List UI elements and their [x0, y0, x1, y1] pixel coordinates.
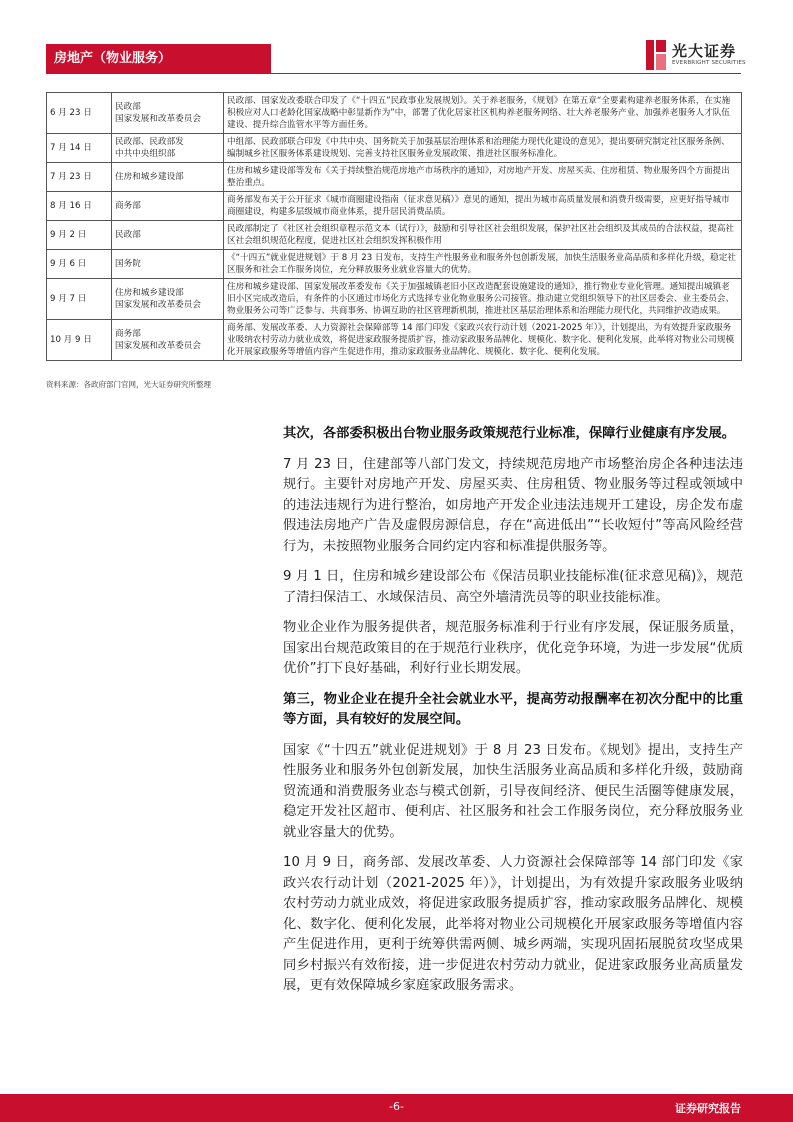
body-paragraph: 7 月 23 日，住建部等八部门发文，持续规范房地产市场整治房企各种违法违规行。主要针对房地产开发、房屋买卖、住房租赁、物业服务等过程或领域中的违法违规行为进行整治，如房地产开发企业违法违规开工建设，房企发布虚假违法房地产广告及虚假房源信息，存在“高进低出”“长收短付”等高风险经营行为，未按照物业服务合同约定内容和标准提供服务等。 — [283, 456, 743, 554]
row-content: 商务部发布关于公开征求《城市商圈建设指南（征求意见稿）》意见的通知，提出为城市高质量发展和消费升级需要，应更好指导城市商圈建设，构建多层级城市商业体系，提升居民消费品质。 — [224, 192, 742, 221]
row-department — [112, 279, 224, 320]
row-department — [112, 320, 224, 361]
section-heading-paragraph: 第三，物业企业在提升全社会就业水平，提高劳动报酬率在初次分配中的比重等方面，具有较好的发展空间。 — [283, 691, 743, 727]
body-paragraph: 物业企业作为服务提供者，规范服务标准利于行业有序发展，保证服务质量，国家出台规范政策目的在于规范行业秩序，优化竞争环境，为进一步发展“优质优价”打下良好基础，利好行业长期发展。 — [283, 620, 743, 676]
row-date: 10 月 9 日 — [47, 320, 112, 361]
department-name: 民政部 — [115, 230, 141, 240]
department-name: 中共中央组织部 — [115, 149, 176, 159]
department-name: 民政部、民政部发 — [115, 137, 184, 147]
department-name: 国家发展和改革委员会 — [115, 300, 201, 310]
page-number: -6- — [389, 1100, 404, 1113]
logo-text-en: EVERBRIGHT SECURITIES — [672, 60, 746, 66]
row-date: 8 月 16 日 — [47, 192, 112, 221]
department-name: 国家发展和改革委员会 — [115, 114, 201, 124]
everbright-logo-icon — [644, 40, 668, 70]
table-row — [47, 320, 742, 361]
row-department — [112, 192, 224, 221]
table-row — [47, 93, 742, 134]
department-name: 国务院 — [115, 259, 141, 269]
section-heading-paragraph: 其次，各部委积极出台物业服务政策规范行业标准，保障行业健康有序发展。 — [283, 426, 736, 441]
department-name: 住房和城乡建设部 — [115, 172, 184, 182]
table-row — [47, 250, 742, 279]
department-name: 商务部 — [115, 201, 141, 211]
row-department — [112, 221, 224, 250]
table-row — [47, 221, 742, 250]
table-row — [47, 163, 742, 192]
logo-text-cn: 光大证券 — [672, 42, 737, 60]
row-department — [112, 93, 224, 134]
policy-table — [46, 92, 742, 361]
row-date: 9 月 6 日 — [47, 250, 112, 279]
row-date: 6 月 23 日 — [47, 93, 112, 134]
row-content: 中组部、民政部联合印发《中共中央、国务院关于加强基层治理体系和治理能力现代化建设的意见》，提出要研究制定社区服务条例、编制城乡社区服务体系建设规划、完善支持社区服务业发展政策、推进社区服务标准化。 — [224, 134, 742, 163]
row-content: 住房和城乡建设部、国家发展改革委发布《关于加强城镇老旧小区改造配套设施建设的通知》，推行物业专业化管理。通知提出城镇老旧小区完成改造后，有条件的小区通过市场化方式选择专业化物业服务公司接管。推动建立党组织领导下的社区居委会、业主委员会、物业服务公司等广泛参与、共商事务、协调互助的社区管理新机制，推进社区基层治理体系和治理能力现代化，共同维护改造成果。 — [224, 279, 742, 320]
row-content: 商务部、发展改革委、人力资源社会保障部等 14 部门印发《家政兴农行动计划（2021-2025 年）》，计划提出，为有效提升家政服务业吸纳农村劳动力就业成效，将促进家政服务提质扩容，推动家政服务品牌化、规模化、数字化、便利化发展，此举将对物业公司规模化开展家政服务等增值内容产生促进作用，推动家政服务业品牌化、规模化、数字化、便利化发展。 — [224, 320, 742, 361]
row-date: 9 月 2 日 — [47, 221, 112, 250]
table-row — [47, 192, 742, 221]
table-row — [47, 279, 742, 320]
row-department — [112, 163, 224, 192]
row-date: 7 月 14 日 — [47, 134, 112, 163]
row-department — [112, 134, 224, 163]
table-source: 资料来源：各政府部门官网，光大证券研究所整理 — [46, 380, 211, 389]
section-title: 房地产（物业服务） — [54, 51, 172, 66]
department-name: 国家发展和改革委员会 — [115, 341, 201, 351]
row-content: 民政部、国家发改委联合印发了《“十四五”民政事业发展规划》。关于养老服务，《规划》在第五章“全要素构建养老服务体系，在实施积极应对人口老龄化国家战略中彰显新作为”中，部署了优化居家社区机构养老服务网络、壮大养老服务产业、加强养老服务人才队伍建设、提升综合监管水平等方面任务。 — [224, 93, 742, 134]
department-name: 住房和城乡建设部 — [115, 288, 184, 298]
department-name: 民政部 — [115, 102, 141, 112]
table-row — [47, 134, 742, 163]
body-paragraph: 10 月 9 日，商务部、发展改革委、人力资源社会保障部等 14 部门印发《家政兴农行动计划（2021-2025 年）》，计划提出，为有效提升家政服务业吸纳农村劳动力就业成效，将促进家政服务提质扩容，推动家政服务品牌化、规模化、数字化、便利化发展，此举将对物业公司规模化开展家政服务等增值内容产生促进作用，更利于统筹供需两侧、城乡两端，实现巩固拓展脱贫攻坚成果同乡村振兴有效衔接，进一步促进农村劳动力就业，促进家政服务业高质量发展，更有效保障城乡家庭家政服务需求。 — [283, 855, 743, 993]
footer-label: 证券研究报告 — [675, 1102, 741, 1115]
row-date: 9 月 7 日 — [47, 279, 112, 320]
row-department — [112, 250, 224, 279]
section-header — [46, 44, 271, 74]
body-paragraph: 9 月 1 日，住房和城乡建设部公布《保洁员职业技能标准(征求意见稿)》，规范了清扫保洁工、水域保洁员、高空外墙清洗员等的职业技能标准。 — [283, 569, 743, 605]
row-content: 民政部制定了《社区社会组织章程示范文本（试行）》，鼓励和引导社区社会组织发展，保护社区社会组织及其成员的合法权益，提高社区社会组织规范化程度，促进社区社会组织发挥积极作用 — [224, 221, 742, 250]
row-content: 《“十四五”就业促进规划》于 8 月 23 日发布，支持生产性服务业和服务外包创新发展，加快生活服务业高品质和多样化升级，稳定社区服务和社会工作服务岗位，充分释放服务业就业容量大的优势。 — [224, 250, 742, 279]
brand-logo — [644, 38, 744, 72]
body-text — [283, 424, 743, 1007]
body-paragraph: 国家《“十四五”就业促进规划》于 8 月 23 日发布。《规划》提出，支持生产性服务业和服务外包创新发展，加快生活服务业高品质和多样化升级，鼓励商贸流通和消费服务业态与模式创新，引导夜间经济、便民生活圈等健康发展，稳定开发社区超市、便利店、社区服务和社会工作服务岗位，充分释放服务业就业容量大的优势。 — [283, 742, 743, 840]
header-divider — [271, 73, 741, 74]
row-content: 住房和城乡建设部等发布《关于持续整治规范房地产市场秩序的通知》，对房地产开发、房屋买卖、住房租赁、物业服务四个方面提出整治重点。 — [224, 163, 742, 192]
row-date: 7 月 23 日 — [47, 163, 112, 192]
department-name: 商务部 — [115, 329, 141, 339]
